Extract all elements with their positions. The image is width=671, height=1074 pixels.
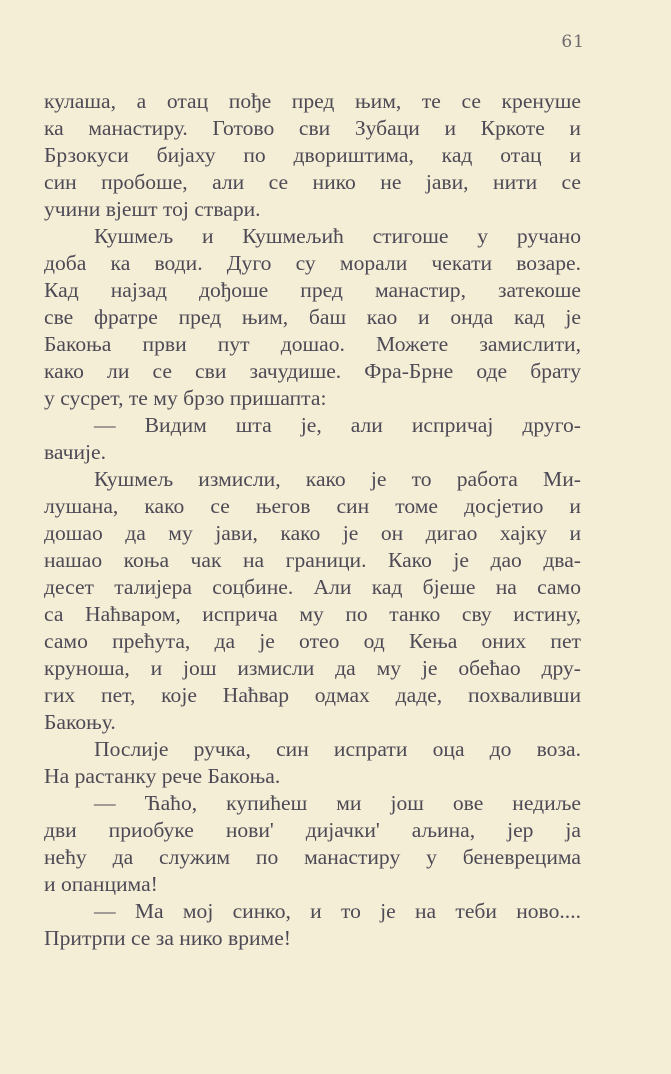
paragraph	[44, 223, 581, 412]
text-line: доба ка води. Дуго су морали чекати возаре.	[44, 251, 581, 275]
paragraph	[44, 790, 581, 898]
text-line: нашао коња чак на граници. Како је дао два-	[44, 548, 581, 572]
paragraph	[44, 736, 581, 790]
text-line: кулаша, а отац пође пред њим, те се кренуше	[44, 89, 581, 113]
text-line: Кушмељ измисли, како је то работа Ми-	[94, 467, 581, 491]
text-line: — Ма мој синко, и то је на теби ново....	[94, 899, 581, 923]
text-line: учини вјешт тој ствари.	[44, 197, 261, 221]
text-line: у сусрет, те му брзо пришапта:	[44, 386, 327, 410]
text-line: десет талијера соцбине. Али кад бјеше на само	[44, 575, 581, 599]
text-line: На растанку рече Бакоња.	[44, 764, 281, 788]
text-line: гих пет, које Наћвар одмах даде, похваливши	[44, 683, 581, 707]
paragraph	[44, 898, 581, 952]
paragraph	[44, 88, 581, 223]
text-line: лушана, како се његов син томе досјетио и	[44, 494, 581, 518]
text-line: нећу да служим по манастиру у беневрецима	[44, 845, 581, 869]
text-line: Притрпи се за нико вриме!	[44, 926, 291, 950]
paragraph	[44, 412, 581, 466]
text-line: Кад најзад дођоше пред манастир, затекоше	[44, 278, 581, 302]
text-line: Бакоњу.	[44, 710, 116, 734]
page-number: 61	[561, 32, 585, 52]
text-line: ка манастиру. Готово сви Зубаци и Кркоте и	[44, 116, 581, 140]
text-line: Брзокуси бијаху по двориштима, кад отац и	[44, 143, 581, 167]
text-line: круноша, и још измисли да му је обећао дру-	[44, 656, 581, 680]
text-line: све фратре пред њим, баш као и онда кад је	[44, 305, 581, 329]
paragraph	[44, 466, 581, 736]
text-line: како ли се сви зачудише. Фра-Брне оде брату	[44, 359, 581, 383]
text-line: — Видим шта је, али испричај друго-	[94, 413, 581, 437]
text-line: и опанцима!	[44, 872, 158, 896]
text-line: Бакоња први пут дошао. Можете замислити,	[44, 332, 581, 356]
body-text	[44, 88, 581, 952]
text-line: дошао да му јави, како је он дигао хајку и	[44, 521, 581, 545]
text-line: Кушмељ и Кушмељић стигоше у ручано	[94, 224, 581, 248]
text-line: вачије.	[44, 440, 107, 464]
text-line: — Ћаћо, купићеш ми још ове недиље	[94, 791, 581, 815]
text-line: син пробоше, али се нико не јави, нити се	[44, 170, 581, 194]
text-line: дви приобуке нови' дијачки' аљина, јер ја	[44, 818, 581, 842]
text-line: са Наћваром, исприча му по танко сву истину,	[44, 602, 581, 626]
text-line: само прећута, да је отео од Кења оних пет	[44, 629, 581, 653]
text-line: Послије ручка, син испрати оца до воза.	[94, 737, 581, 761]
